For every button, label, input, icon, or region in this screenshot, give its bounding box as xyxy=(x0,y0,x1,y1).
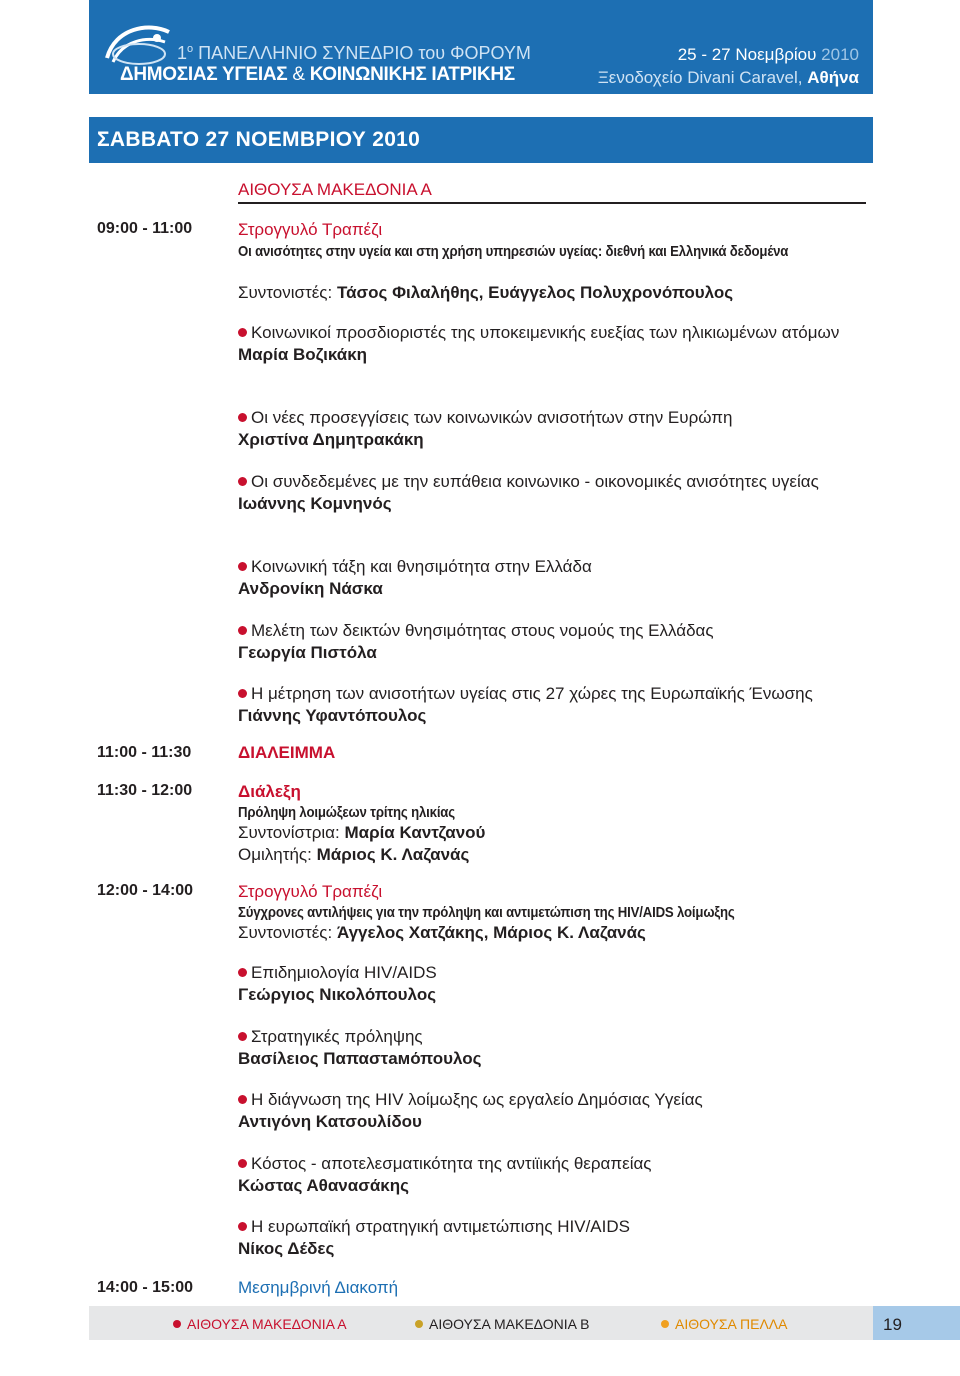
session-time: 14:00 - 15:00 xyxy=(97,1279,194,1296)
day-title: ΣΑΒΒΑΤΟ 27 ΝΟΕΜΒΡΙΟΥ 2010 xyxy=(97,128,421,151)
talk-item: Οι νέες προσεγγίσεις των κοινωνικών ανισοτήτων στην Ευρώπη Χριστίνα Δημητρακάκη xyxy=(238,408,733,449)
talk-item: Επιδημιολογία HIV/AIDS Γεώργιος Νικολόπουλος xyxy=(238,963,437,1004)
conference-subtitle: ΔΗΜΟΣΙΑΣ ΥΓΕΙΑΣ & ΚΟΙΝΩΝΙΚΗΣ ΙΑΤΡΙΚΗΣ xyxy=(120,64,515,85)
legend-item-pella: ΑΙΘΟΥΣΑ ΠΕΛΛΑ xyxy=(661,1316,788,1332)
talk-item: Μελέτη των δεικτών θνησιμότητας στους νομούς της Ελλάδας Γεωργία Πιστόλα xyxy=(238,621,714,662)
page-number: 19 xyxy=(883,1315,902,1334)
bullet-icon xyxy=(238,1159,247,1168)
page-number-box xyxy=(873,1306,960,1340)
session-type: Στρογγυλό Τραπέζι xyxy=(238,882,383,901)
session-coordinators: Συντονιστές: Τάσος Φιλαλήθης, Ευάγγελος Πολυχρονόπουλος xyxy=(238,283,734,302)
bullet-icon xyxy=(238,413,247,422)
session-title: Πρόληψη λοιμώξεων τρίτης ηλικίας xyxy=(238,804,455,821)
bullet-icon xyxy=(238,689,247,698)
day-title-bar xyxy=(89,117,873,163)
break-title: ΔΙΑΛΕΙΜΜΑ xyxy=(238,743,336,762)
talk-item: Η ευρωπαϊκή στρατηγική αντιμετώπισης HIV/AIDS Νίκος Δέδες xyxy=(238,1217,630,1258)
legend-item-macedonia-a: ΑΙΘΟΥΣΑ ΜΑΚΕΔΟΝΙΑ Α xyxy=(173,1316,347,1332)
session-chair: Συντονίστρια: Μαρία Καντζανού xyxy=(238,823,486,842)
session-time: 11:30 - 12:00 xyxy=(97,782,193,799)
session-time: 12:00 - 14:00 xyxy=(97,882,194,899)
bullet-icon xyxy=(238,968,247,977)
bullet-icon xyxy=(238,562,247,571)
session-coordinators: Συντονιστές: Άγγελος Χατζάκης, Μάριος Κ. Λαζανάς xyxy=(238,923,646,942)
talk-item: Κοινωνικοί προσδιοριστές της υποκειμενικής ευεξίας των ηλικιωμένων ατόμων Μαρία Βοζικάκη xyxy=(238,323,840,364)
conference-dates: 25 - 27 Νοεμβρίου 2010 xyxy=(677,45,859,64)
bullet-icon xyxy=(238,477,247,486)
footer-legend xyxy=(89,1306,873,1340)
hall-divider xyxy=(238,202,866,204)
session-type: Στρογγυλό Τραπέζι xyxy=(238,220,383,239)
dot-icon xyxy=(661,1320,669,1328)
header-banner xyxy=(89,0,873,94)
bullet-icon xyxy=(238,1222,247,1231)
bullet-icon xyxy=(238,1095,247,1104)
session-time: 11:00 - 11:30 xyxy=(97,744,192,761)
talk-item: Οι συνδεδεμένες με την ευπάθεια κοινωνικο - οικονομικές ανισότητες υγείας Ιωάννης Κομνηνός xyxy=(238,472,819,513)
dot-icon xyxy=(173,1320,181,1328)
session-speaker: Ομιλητής: Μάριος Κ. Λαζανάς xyxy=(238,845,470,864)
bullet-icon xyxy=(238,1032,247,1041)
session-title: Οι ανισότητες στην υγεία και στη χρήση υπηρεσιών υγείας: διεθνή και Ελληνικά δεδομένα xyxy=(238,243,789,260)
talk-item: Η διάγνωση της HIV λοίμωξης ως εργαλείο Δημόσιας Υγείας Αντιγόνη Κατσουλίδου xyxy=(238,1090,703,1131)
talk-item: Στρατηγικές πρόληψης Βασίλειος Παπαστамόπουλος xyxy=(238,1027,482,1068)
conference-title: $1^o$ ΠΑΝΕΛΛΗΝΙΟ ΣΥΝΕΔΡΙΟ του ΦΟΡΟΥΜ xyxy=(177,43,531,63)
hall-title: ΑΙΘΟΥΣΑ ΜΑΚΕΔΟΝΙΑ Α xyxy=(238,180,432,199)
talk-item: Κόστος - αποτελεσματικότητα της αντιϊικής θεραπείας Κώστας Αθανασάκης xyxy=(238,1154,652,1195)
talk-item: Η μέτρηση των ανισοτήτων υγείας στις 27 χώρες της Ευρωπαϊκής Ένωσης Γιάννης Υφαντόπουλος xyxy=(238,684,813,725)
conference-venue: Ξενοδοχείο Divani Caravel, Αθήνα xyxy=(597,68,859,87)
session-time: 09:00 - 11:00 xyxy=(97,220,193,237)
talk-item: Κοινωνική τάξη και θνησιμότητα στην Ελλάδα Ανδρονίκη Νάσκα xyxy=(238,557,592,598)
session-title: Σύγχρονες αντιλήψεις για την πρόληψη και αντιμετώπιση της HIV/AIDS λοίμωξης xyxy=(238,904,735,921)
session-type: Διάλεξη xyxy=(238,782,301,801)
legend-item-macedonia-b: ΑΙΘΟΥΣΑ ΜΑΚΕΔΟΝΙΑ Β xyxy=(415,1316,589,1332)
bullet-icon xyxy=(238,328,247,337)
bullet-icon xyxy=(238,626,247,635)
dot-icon xyxy=(415,1320,423,1328)
lunch-break-title: Μεσημβρινή Διακοπή xyxy=(238,1278,399,1297)
